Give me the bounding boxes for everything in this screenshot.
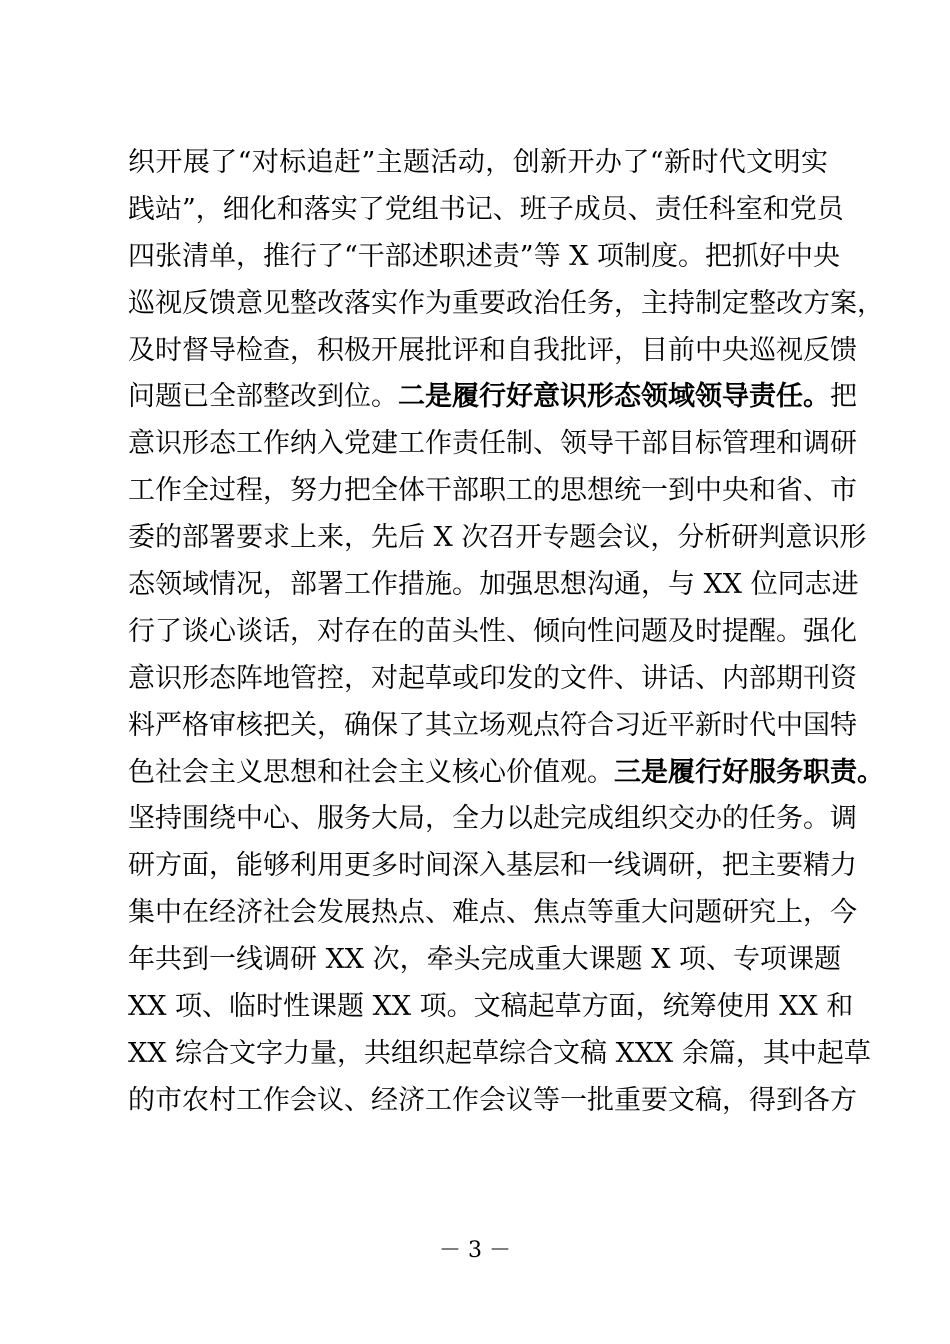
body-paragraph (128, 140, 884, 1125)
bold-heading-segment: 三是履行好服务职责。 (614, 756, 884, 788)
text-segment: 织开展了“对标追赶”主题活动，创新开办了“新时代文明实 (128, 147, 828, 178)
text-segment: 坚持围绕中心、服务大局，全力以赴完成组织交办的任务。调 (128, 803, 857, 835)
text-segment: 集中在经济社会发展热点、难点、焦点等重大问题研究上，今 (128, 897, 857, 929)
text-line (128, 937, 841, 984)
text-segment: 料严格审核把关，确保了其立场观点符合习近平新时代中国特 (128, 709, 857, 741)
text-line (128, 468, 857, 515)
text-line (128, 1031, 871, 1078)
text-segment: 态领域情况，部署工作措施。加强思想沟通，与 XX 位同志进 (128, 569, 859, 601)
text-segment: 巡视反馈意见整改落实作为重要政治任务，主持制定整改方案， (128, 287, 884, 319)
page-number: － 3 － (439, 1238, 511, 1263)
text-line (128, 843, 857, 890)
text-segment: 问题已全部整改到位。 (128, 381, 398, 413)
bold-heading-segment: 二是履行好意识形态领域领导责任。 (398, 381, 830, 413)
text-line (128, 374, 857, 421)
text-segment: 行了谈心谈话，对存在的苗头性、倾向性问题及时提醒。强化 (128, 615, 857, 647)
text-line (128, 796, 857, 843)
text-line (128, 328, 857, 375)
text-segment: 把 (830, 381, 857, 413)
text-segment: 委的部署要求上来，先后 X 次召开专题会议，分析研判意识形 (128, 522, 867, 554)
text-segment: 意识形态工作纳入党建工作责任制、领导干部目标管理和调研 (128, 428, 857, 460)
text-line (128, 890, 857, 937)
text-line (128, 609, 857, 656)
text-line (128, 562, 859, 609)
text-line (128, 656, 857, 703)
text-line (128, 515, 867, 562)
text-line (128, 234, 840, 281)
text-line (128, 421, 857, 468)
text-line (128, 703, 857, 750)
text-segment: 意识形态阵地管控，对起草或印发的文件、讲话、内部期刊资 (128, 662, 857, 694)
text-line (128, 140, 828, 187)
text-segment: 四张清单，推行了“干部述职述责”等 X 项制度。把抓好中央 (128, 240, 840, 272)
text-line (128, 281, 884, 328)
text-segment: 研方面，能够利用更多时间深入基层和一线调研，把主要精力 (128, 850, 857, 882)
text-segment: 年共到一线调研 XX 次，牵头完成重大课题 X 项、专项课题 (128, 944, 841, 976)
text-segment: XX 项、临时性课题 XX 项。文稿起草方面，统筹使用 XX 和 (128, 991, 854, 1023)
text-line (128, 1078, 857, 1125)
text-line (128, 984, 854, 1031)
text-segment: 的市农村工作会议、经济工作会议等一批重要文稿，得到各方 (128, 1084, 857, 1116)
text-line (128, 750, 884, 797)
text-segment: 色社会主义思想和社会主义核心价值观。 (128, 756, 614, 788)
text-line (128, 187, 844, 234)
text-segment: 及时督导检查，积极开展批评和自我批评，目前中央巡视反馈 (128, 334, 857, 366)
text-segment: XX 综合文字力量，共组织起草综合文稿 XXX 余篇，其中起草 (128, 1037, 871, 1069)
text-segment: 工作全过程，努力把全体干部职工的思想统一到中央和省、市 (128, 475, 857, 507)
text-segment: 践站”，细化和落实了党组书记、班子成员、责任科室和党员 (128, 193, 844, 225)
